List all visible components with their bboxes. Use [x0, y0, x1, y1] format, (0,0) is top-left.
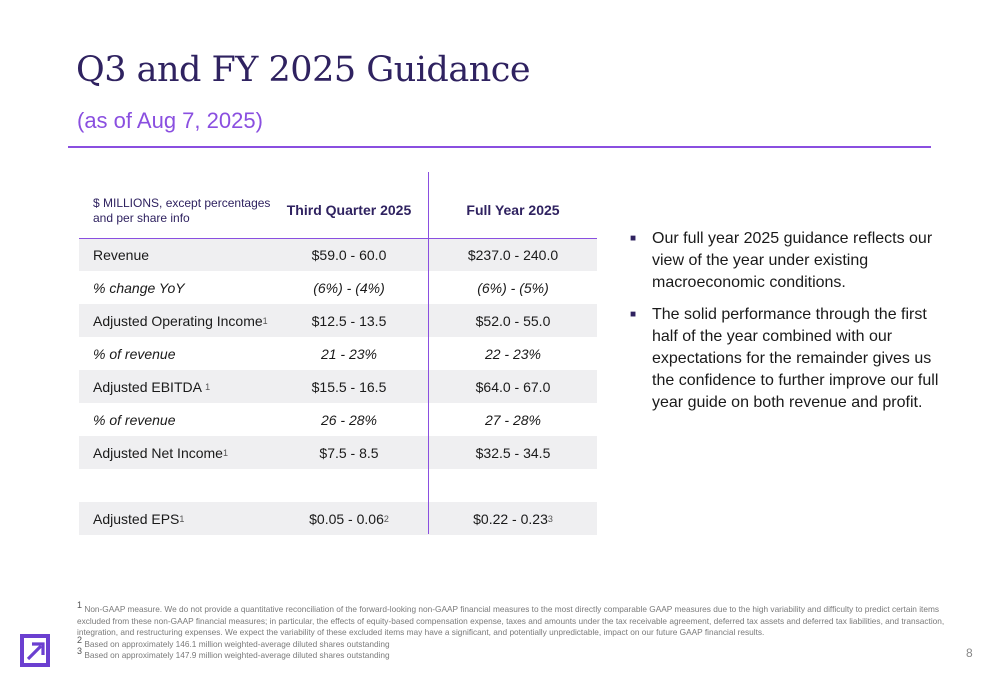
row-label: % of revenue: [93, 345, 176, 362]
fy-value: $64.0 - 67.0: [475, 378, 551, 395]
q3-value: (6%) - (4%): [313, 279, 385, 296]
q3-value: 26 - 28%: [320, 411, 378, 428]
page-number: 8: [966, 646, 973, 660]
table-column-divider: [428, 172, 429, 534]
row-label: % of revenue: [93, 411, 176, 428]
fy-value: $52.0 - 55.0: [475, 312, 551, 329]
row-label: Adjusted Operating Income 1: [93, 312, 268, 329]
fy-value: (6%) - (5%): [477, 279, 549, 296]
unit-label: $ MILLIONS, except percentages and per share info: [93, 196, 271, 225]
footnotes: [77, 600, 947, 662]
column-header-fy: Full Year 2025: [466, 202, 560, 218]
page-subtitle: (as of Aug 7, 2025): [77, 108, 263, 133]
page-title: Q3 and FY 2025 Guidance: [76, 50, 531, 90]
row-label: Adjusted EBITDA 1: [93, 378, 211, 395]
row-label: Revenue: [93, 246, 150, 263]
table-row: [79, 337, 597, 370]
footnote-3: $^3$ Based on approximately 147.9 million weighted-average diluted shares outstanding: [77, 646, 390, 660]
table-row: [79, 370, 597, 403]
row-label: Adjusted Net Income 1: [93, 444, 228, 461]
row-label: Adjusted EPS 1: [93, 510, 185, 527]
fy-value: $237.0 - 240.0: [467, 246, 559, 263]
table-header: [79, 172, 597, 238]
table-row: [79, 436, 597, 469]
list-item: ■ The solid performance through the first half of the year combined with our expectations for the remainder gives us the confidence to further improve our full year guide on both revenue and profit.: [630, 306, 939, 411]
fy-value: 27 - 28%: [484, 411, 542, 428]
q3-value: $0.05 - 0.06 2: [309, 510, 389, 527]
fy-value: $32.5 - 34.5: [475, 444, 551, 461]
fy-value: $0.22 - 0.23 3: [473, 510, 553, 527]
footnote-2: $^2$ Based on approximately 146.1 million weighted-average diluted shares outstanding: [77, 634, 390, 649]
q3-value: 21 - 23%: [320, 345, 378, 362]
square-bullet-icon: ■: [630, 233, 637, 244]
table-row: [79, 304, 597, 337]
q3-value: $59.0 - 60.0: [311, 246, 387, 263]
table-row: [79, 238, 597, 271]
row-label: % change YoY: [93, 279, 185, 296]
table-row: [79, 502, 597, 535]
table-spacer-row: [79, 469, 597, 502]
commentary-list: [630, 228, 940, 424]
table-row: [79, 271, 597, 304]
q3-value: $7.5 - 8.5: [319, 444, 379, 461]
q3-value: $12.5 - 13.5: [311, 312, 387, 329]
guidance-table: [79, 172, 597, 535]
list-item: ■ Our full year 2025 guidance reflects our view of the year under existing macroeconomic conditions.: [630, 230, 933, 291]
q3-value: $15.5 - 16.5: [311, 378, 387, 395]
square-bullet-icon: ■: [630, 309, 637, 320]
footnote-1: $^1$ Non-GAAP measure. We do not provide a quantitative reconciliation of the forward-looking non-GAAP financial measures to the most directly comparable GAAP measures due to the high variability and difficulty to predict certain items excluded from these non-GAAP financial measures; in particular, the effects of equity-based compensation expense, taxes and amounts under the tax receivable agreement, deferred tax assets and deferred tax liabilities, and transaction, integration, and restructuring expenses. We expect the variability of these excluded items may have a significant, and potentially unpredictable, impact on our future GAAP financial results.: [77, 600, 945, 637]
table-header-divider: [79, 238, 597, 239]
fy-value: 22 - 23%: [484, 345, 542, 362]
title-divider: [68, 146, 931, 148]
column-header-q3: Third Quarter 2025: [286, 202, 412, 218]
table-row: [79, 403, 597, 436]
company-logo-icon: [20, 634, 50, 667]
